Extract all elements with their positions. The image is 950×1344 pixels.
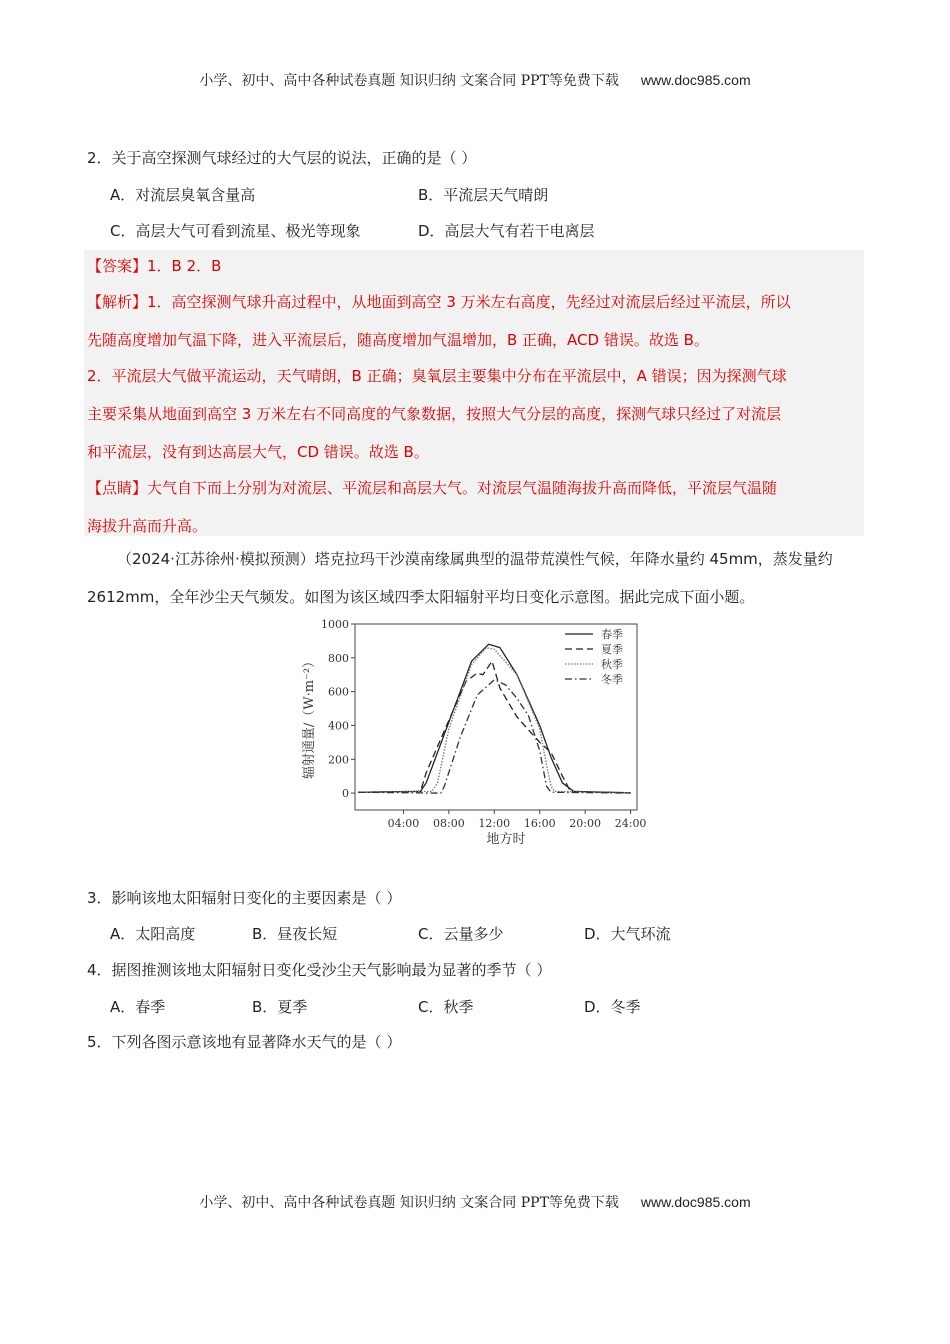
y-tick-label: 200 xyxy=(328,753,349,767)
tip-line: 海拔升高而升高。 xyxy=(87,517,208,535)
y-tick-label: 800 xyxy=(328,651,349,665)
analysis-line: 2．平流层大气做平流运动，天气晴朗，B 正确；臭氧层主要集中分布在平流层中，A 错误；因为探测气球 xyxy=(87,367,787,385)
header-text: 小学、初中、高中各种试卷真题 知识归纳 文案合同 PPT等免费下载 xyxy=(199,73,619,89)
header-url[interactable]: www.doc985.com xyxy=(640,72,751,88)
y-axis-label: 辐射通量/（W·m⁻²） xyxy=(302,654,317,780)
answer-line: 【答案】1．B 2．B xyxy=(87,257,222,275)
q4-option-a: A．春季 xyxy=(110,998,166,1016)
analysis-line: 主要采集从地面到高空 3 万米左右不同高度的气象数据，按照大气分层的高度，探测气球只经过了对流层 xyxy=(87,405,782,423)
y-tick-label: 0 xyxy=(342,787,349,801)
tip-line: 【点睛】大气自下而上分别为对流层、平流层和高层大气。对流层气温随海拔升高而降低，平流层气温随 xyxy=(87,479,778,497)
x-tick-label: 12:00 xyxy=(478,817,511,830)
page-footer xyxy=(0,1192,950,1212)
footer-text: 小学、初中、高中各种试卷真题 知识归纳 文案合同 PPT等免费下载 xyxy=(199,1195,619,1211)
footer-url[interactable]: www.doc985.com xyxy=(640,1194,751,1210)
y-tick-label: 1000 xyxy=(321,618,349,631)
q5-stem: 5．下列各图示意该地有显著降水天气的是（ ） xyxy=(87,1033,402,1051)
q3-option-c: C．云量多少 xyxy=(418,925,504,943)
series-line-solid xyxy=(358,644,631,792)
q3-stem: 3．影响该地太阳辐射日变化的主要因素是（ ） xyxy=(87,889,402,907)
legend-label: 夏季 xyxy=(601,643,623,656)
analysis-line: 【解析】1．高空探测气球升高过程中，从地面到高空 3 万米左右高度，先经过对流层后经过平流层，所以 xyxy=(87,293,791,311)
y-tick-label: 400 xyxy=(328,719,349,733)
q4-option-b: B．夏季 xyxy=(252,998,308,1016)
q2-stem: 2．关于高空探测气球经过的大气层的说法，正确的是（ ） xyxy=(87,149,477,167)
q2-option-b: B．平流层天气晴朗 xyxy=(418,186,549,204)
q4-option-d: D．冬季 xyxy=(584,998,641,1016)
series-line-dashdot xyxy=(358,680,631,793)
x-tick-label: 04:00 xyxy=(387,817,420,830)
q3-option-a: A．太阳高度 xyxy=(110,925,196,943)
x-tick-label: 24:00 xyxy=(614,817,647,830)
series-line-dash xyxy=(358,661,631,793)
intro-paragraph: （2024·江苏徐州·模拟预测）塔克拉玛干沙漠南缘属典型的温带荒漠性气候，年降水量约 45mm，蒸发量约 2612mm，全年沙尘天气频发。如图为该区域四季太阳辐射平均日变化示意图。据此完成下面小题。 xyxy=(87,550,833,606)
x-axis-label: 地方时 xyxy=(486,832,526,847)
q3-option-d: D．大气环流 xyxy=(584,925,671,943)
q2-option-a: A．对流层臭氧含量高 xyxy=(110,186,256,204)
analysis-line: 和平流层，没有到达高层大气，CD 错误。故选 B。 xyxy=(87,443,429,461)
legend-label: 秋季 xyxy=(601,658,623,671)
q2-option-d: D．高层大气有若干电离层 xyxy=(418,222,595,240)
q2-option-c: C．高层大气可看到流星、极光等现象 xyxy=(110,222,361,240)
legend-label: 冬季 xyxy=(601,673,623,686)
q4-option-c: C．秋季 xyxy=(418,998,474,1016)
page-header xyxy=(0,70,950,90)
analysis-line: 先随高度增加气温下降，进入平流层后，随高度增加气温增加，B 正确，ACD 错误。故选 B。 xyxy=(87,331,709,349)
x-tick-label: 08:00 xyxy=(433,817,465,830)
radiation-chart xyxy=(290,612,670,857)
x-tick-label: 20:00 xyxy=(569,817,602,830)
q4-stem: 4．据图推测该地太阳辐射日变化受沙尘天气影响最为显著的季节（ ） xyxy=(87,961,552,979)
legend-label: 春季 xyxy=(601,628,623,641)
y-tick-label: 600 xyxy=(328,685,349,699)
q3-option-b: B．昼夜长短 xyxy=(252,925,338,943)
x-tick-label: 16:00 xyxy=(523,817,556,830)
